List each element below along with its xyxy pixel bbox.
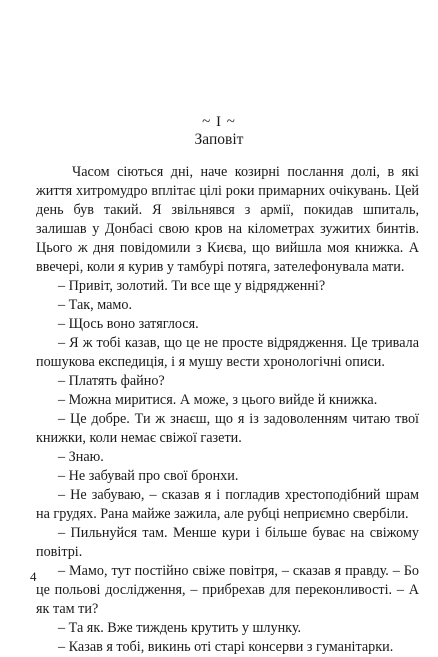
chapter-number: ~ I ~ [202, 114, 236, 130]
body-text [36, 163, 419, 657]
dialogue-line: – Мамо, тут постійно свіже повітря, – сказав я правду. – Бо це польові дослідження, – прибрехав для переконливості. – А як там ти? [36, 563, 419, 617]
dialogue-line: – Пильнуйся там. Менше кури і більше буває на свіжому повітрі. [36, 525, 419, 560]
page-number: 4 [30, 569, 37, 584]
dialogue-line: – Це добре. Ти ж знаєш, що я із задоволенням читаю твої книжки, коли немає свіжої газети. [36, 411, 419, 446]
dialogue-line: – Не забувай про свої бронхи. [58, 468, 239, 484]
dialogue-line: – Щось воно затяглося. [58, 316, 199, 332]
dialogue-line: – Привіт, золотий. Ти все ще у відрядженні? [58, 278, 326, 294]
dialogue-line: – Казав я тобі, викинь оті старі консерви з гуманітарки. [58, 639, 394, 655]
dialogue-line: – Так, мамо. [58, 297, 133, 313]
chapter-title: Заповіт [194, 131, 244, 148]
dialogue-line: – Можна миритися. А може, з цього вийде й книжка. [58, 392, 378, 408]
dialogue-line: – Платять файно? [58, 373, 165, 389]
dialogue-line: – Не забуваю, – сказав я і погладив хрестоподібний шрам на грудях. Рана майже зажила, але рубці неприємно свербіли. [36, 487, 419, 522]
dialogue-line: – Я ж тобі казав, що це не просте відрядження. Це тривала пошукова експедиція, і я мушу вести хронологічні описи. [36, 335, 419, 370]
dialogue-line: – Знаю. [58, 449, 104, 465]
paragraph: Часом сіються дні, наче козирні послання долі, в які життя хитромудро вплітає цілі роки примарних очікувань. Цей день був такий. Я звільнявся з армії, покидав шпиталь, залишав у Донбасі свою кров на кілометрах зужитих бинтів. Цього ж дня повідомили з Києва, що вийшла моя книжка. А ввечері, коли я курив у тамбурі потяга, зателефонувала мати. [36, 164, 419, 275]
dialogue-line: – Та як. Вже тиждень крутить у шлунку. [58, 620, 302, 636]
